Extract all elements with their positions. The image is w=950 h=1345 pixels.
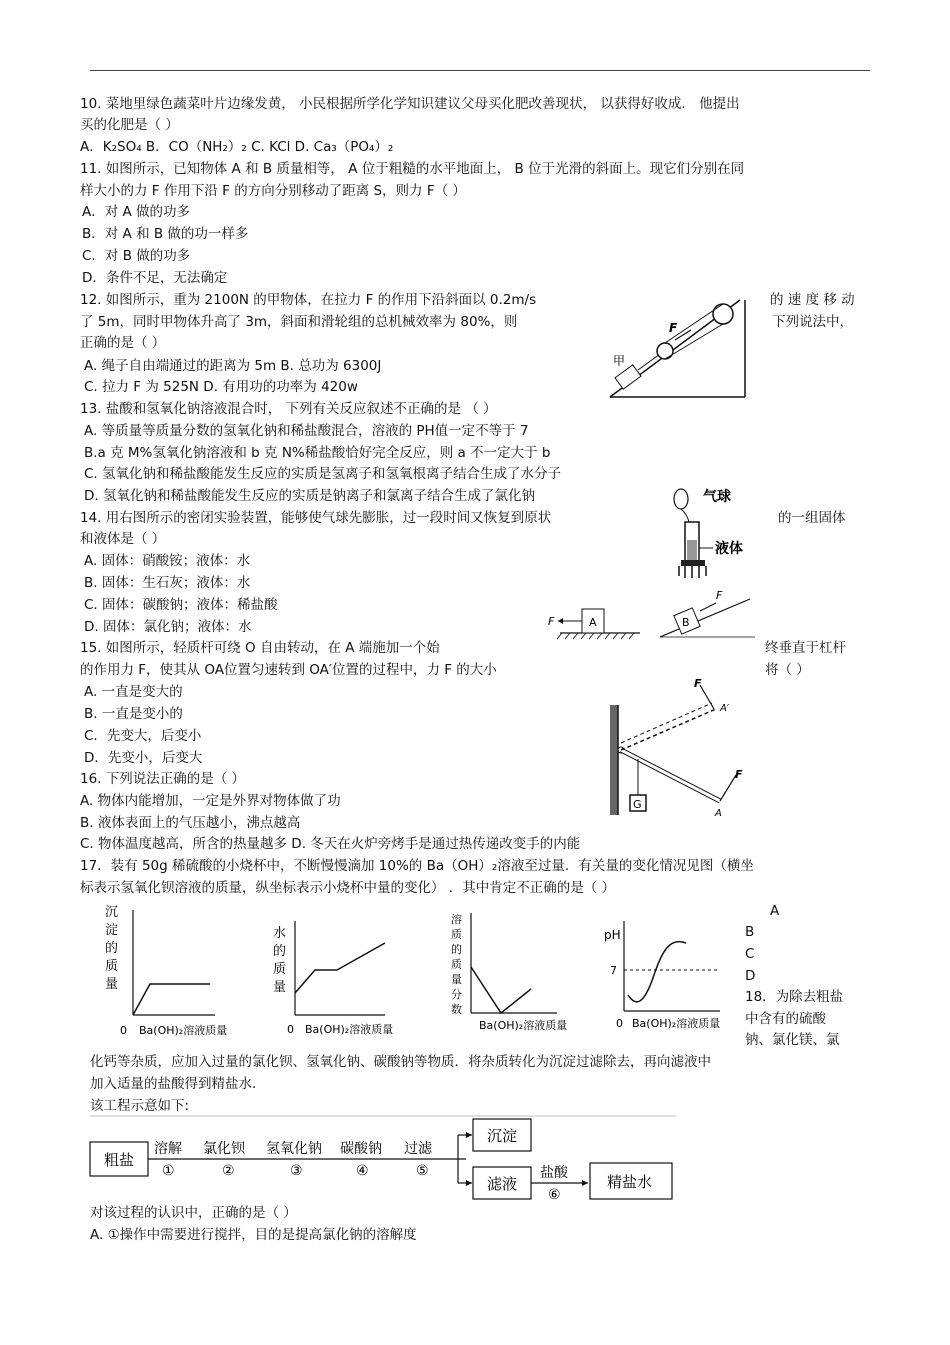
flow-num6: ⑥: [548, 1187, 561, 1203]
flow-filtrate-label: 滤液: [487, 1175, 518, 1193]
q11-stem-line1: 11. 如图所示，已知物体 A 和 B 质量相等， A 位于粗糙的水平地面上， B 位于光滑的斜面上。现它们分别在同: [80, 161, 745, 177]
q11-fig-a-label: A: [589, 616, 597, 629]
q17-stem-line2: 标表示氢氧化钡溶液的质量，纵坐标表示小烧杯中量的变化） ．其中肯定不正确的是（ ）: [80, 880, 616, 896]
q15-option-d: D．先变小，后变大: [84, 750, 203, 766]
flow-step5: 过滤: [404, 1141, 432, 1157]
ylabel-char: 水: [273, 926, 287, 941]
q18-process-flowchart: [88, 1115, 678, 1203]
q15-fig-f-label: F: [735, 768, 743, 781]
ylabel-char: 分: [451, 988, 462, 1001]
q17-option-a: A: [770, 903, 780, 919]
q12-incline-pulley-figure: [605, 290, 755, 400]
q16-option-b: B. 液体表面上的气压越小，沸点越高: [80, 815, 301, 831]
q12-stem-line3: 正确的是（ ）: [80, 335, 166, 351]
q11-stem-line2: 样大小的力 F 作用下沿 F 的方向分别移动了距离 S，则力 F（ ）: [80, 183, 466, 199]
chart-a-line: [133, 984, 210, 1015]
ylabel-char: 质: [105, 959, 119, 974]
flow-acid-label: 盐酸: [540, 1165, 568, 1181]
q14-option-b: B. 固体：生石灰；液体：水: [84, 575, 251, 591]
ylabel-char: 溶: [451, 913, 462, 926]
q11-fig-f1-label: F: [548, 615, 555, 628]
q13-option-c: C. 氢氧化钠和稀盐酸能发生反应的实质是氢离子和氢氧根离子结合生成了水分子: [84, 466, 562, 482]
q10-stem-line2: 买的化肥是（ ）: [80, 117, 179, 133]
flow-step4: 碳酸钠: [340, 1141, 382, 1157]
q17-option-b: B: [745, 924, 755, 940]
q17-chart-d: [600, 915, 740, 1035]
chart-b-xlabel: Ba(OH)₂溶液质量: [305, 1023, 394, 1036]
q11-fig-f2-label: F: [716, 589, 723, 602]
chart-b-origin: 0: [287, 1023, 294, 1036]
ylabel-char: 质: [273, 962, 287, 977]
q17-chart-b: [265, 915, 425, 1040]
q12-options-ab: A. 绳子自由端通过的距离为 5m B. 总功为 6300J: [84, 358, 382, 374]
q12-stem-line1: 12. 如图所示，重为 2100N 的甲物体，在拉力 F 的作用下沿斜面以 0.2m/s: [80, 292, 537, 308]
q13-option-b: B.a 克 M%氢氧化钠溶液和 b 克 N%稀盐酸恰好完全反应，则 a 不一定大于 b: [84, 445, 551, 461]
q15-stem-line2-end: 将（ ）: [765, 662, 810, 678]
q11-option-c: C．对 B 做的功多: [82, 248, 191, 264]
flow-num5: ⑤: [416, 1163, 429, 1179]
q18-stem-right1: 18．为除去粗盐: [745, 989, 844, 1005]
q16-option-cd: C. 物体温度越高，所含的热量越多 D. 冬天在火炉旁烤手是通过热传递改变手的内能: [80, 836, 581, 852]
chart-c-ylabel: [451, 912, 462, 1016]
flow-num2: ②: [222, 1163, 235, 1179]
q15-stem-line1: 15. 如图所示，轻质杆可绕 O 自由转动，在 A 端施加一个始: [80, 640, 440, 656]
q12-stem-line2-end: 下列说法中，: [772, 314, 853, 330]
q13-option-d: D. 氢氧化钠和稀盐酸能发生反应的实质是钠离子和氯离子结合生成了氯化钠: [84, 488, 535, 504]
chart-b-line: [295, 943, 385, 993]
q12-stem-line2: 了 5m，同时甲物体升高了 3m，斜面和滑轮组的总机械效率为 80%，则: [80, 314, 518, 330]
q14-option-a: A. 固体：硝酸铵；液体：水: [84, 553, 251, 569]
ylabel-char: 量: [105, 977, 119, 992]
chart-d-line: [628, 942, 686, 1002]
q18-stem-right2: 中含有的硫酸: [745, 1011, 826, 1027]
flow-num4: ④: [356, 1163, 369, 1179]
q18-stem-right3: 钠、氯化镁、氯: [745, 1032, 840, 1048]
q17-option-d: D: [745, 968, 756, 984]
q15-lever-figure: [600, 675, 760, 820]
chart-b-ylabel: [273, 925, 286, 995]
q16-option-a: A. 物体内能增加，一定是外界对物体做了功: [80, 793, 341, 809]
q14-stem-line1-end: 的一组固体: [778, 510, 846, 526]
q12-fig-f-label: F: [669, 321, 678, 335]
q12-stem-line1-end: 的 速 度 移 动: [770, 292, 855, 308]
ylabel-char: 质: [451, 958, 462, 971]
q18-option-a: A. ①操作中需要进行搅拌，目的是提高氯化钠的溶解度: [90, 1227, 417, 1243]
q14-option-d: D. 固体：氯化钠；液体：水: [84, 619, 252, 635]
q15-stem-line1-end: 终垂直于杠杆: [765, 640, 846, 656]
q14-fig-balloon-label: 气球: [703, 489, 731, 505]
q17-stem-line1: 17．装有 50g 稀硫酸的小烧杯中，不断慢慢滴加 10%的 Ba（OH）₂溶液至过量．有关量的变化情况见图（横坐: [80, 858, 754, 874]
header-rule: [90, 70, 870, 71]
flow-start-label: 粗盐: [104, 1151, 135, 1169]
q11-option-b: B．对 A 和 B 做的功一样多: [82, 226, 249, 242]
q17-option-c: C: [745, 946, 755, 962]
ylabel-char: 量: [273, 980, 287, 995]
q16-stem: 16. 下列说法正确的是（ ）: [80, 771, 246, 787]
q15-option-c: C．先变大，后变小: [84, 728, 202, 744]
q18-stem-line2: 加入适量的盐酸得到精盐水．: [90, 1076, 266, 1092]
q13-stem: 13. 盐酸和氢氧化钠溶液混合时， 下列有关反应叙述不正确的是 （ ）: [80, 401, 497, 417]
q11-option-a: A．对 A 做的功多: [82, 204, 191, 220]
ylabel-char: 的: [451, 943, 462, 956]
flow-num3: ③: [290, 1163, 303, 1179]
flow-num1: ①: [162, 1163, 175, 1179]
q14-balloon-apparatus-figure: [665, 484, 755, 584]
chart-a-origin: 0: [120, 1024, 127, 1037]
q18-stem-line3: 该工程示意如下:: [90, 1098, 190, 1114]
ylabel-char: 量: [451, 973, 462, 986]
q10-stem-line1: 10. 菜地里绿色蔬菜叶片边缘发黄， 小民根据所学化学知识建议父母买化肥改善现状， 以获得好收成． 他提出: [80, 96, 740, 112]
q13-option-a: A. 等质量等质量分数的氢氧化钠和稀盐酸混合，溶液的 PH值一定不等于 7: [84, 423, 529, 439]
chart-c-xlabel: Ba(OH)₂溶液质量: [479, 1019, 568, 1032]
q17-chart-c: [445, 905, 585, 1035]
q14-option-c: C. 固体：碳酸钠；液体：稀盐酸: [84, 597, 278, 613]
ylabel-char: 质: [451, 928, 462, 941]
q18-stem-line1: 化钙等杂质，应加入过量的氯化钡、氢氧化钠、碳酸钠等物质．将杂质转化为沉淀过滤除去，再向滤液中: [90, 1054, 711, 1070]
q15-fig-a-label: A: [715, 808, 722, 819]
chart-c-line: [471, 967, 531, 1013]
q15-stem-line2: 的作用力 F，使其从 OA位置匀速转到 OA′位置的过程中，力 F 的大小: [80, 662, 497, 678]
ylabel-char: 淀: [105, 923, 119, 938]
q10-options: A．K₂SO₄ B．CO（NH₂）₂ C. KCl D. Ca₃（PO₄）₂: [80, 139, 394, 155]
ylabel-char: 的: [273, 944, 287, 959]
q18-question: 对该过程的认识中，正确的是（ ）: [90, 1205, 297, 1221]
q11-blocks-figure: [540, 585, 765, 645]
chart-a-xlabel: Ba(OH)₂溶液质量: [139, 1024, 228, 1037]
flow-precip-label: 沉淀: [487, 1127, 518, 1145]
ylabel-char: 数: [451, 1003, 462, 1016]
q11-fig-b-label: B: [682, 616, 690, 629]
ylabel-char: 沉: [105, 905, 119, 920]
chart-a-ylabel: [105, 905, 118, 992]
q17-chart-a: [95, 900, 255, 1040]
flow-step3: 氢氧化钠: [266, 1141, 322, 1157]
q14-stem-line2: 和液体是（ ）: [80, 531, 166, 547]
flow-step1: 溶解: [154, 1141, 182, 1157]
flow-step2: 氯化钡: [203, 1141, 245, 1157]
chart-d-ph7-label: 7: [610, 964, 617, 977]
q12-options-cd: C. 拉力 F 为 525N D. 有用功的功率为 420w: [84, 379, 358, 395]
q15-fig-g-label: G: [633, 798, 642, 811]
q15-fig-f-top-label: F: [694, 677, 702, 690]
q15-option-b: B. 一直是变小的: [84, 706, 183, 722]
q14-fig-liquid-label: 液体: [715, 541, 743, 557]
q15-option-a: A. 一直是变大的: [84, 684, 183, 700]
q12-fig-jia-label: 甲: [613, 354, 626, 368]
q15-fig-a2-label: A′: [720, 703, 730, 714]
chart-d-xlabel: Ba(OH)₂溶液质量: [632, 1017, 721, 1030]
flow-end-label: 精盐水: [607, 1173, 653, 1191]
q11-option-d: D．条件不足，无法确定: [82, 270, 228, 286]
chart-d-ylabel: pH: [604, 928, 621, 942]
chart-d-origin: 0: [616, 1017, 623, 1030]
ylabel-char: 的: [105, 941, 119, 956]
q14-stem-line1: 14. 用右图所示的密闭实验装置，能够使气球先膨胀，过一段时间又恢复到原状: [80, 510, 552, 526]
